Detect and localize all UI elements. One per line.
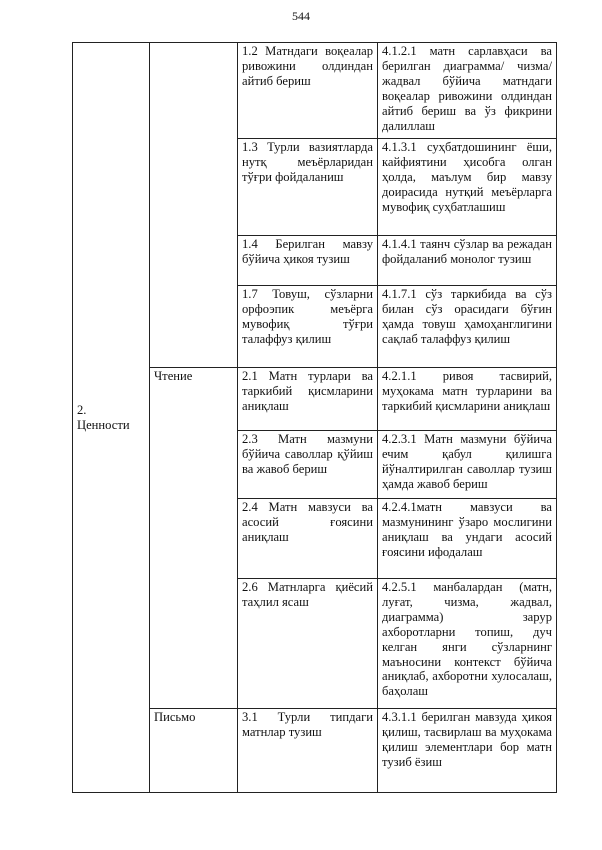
indicator-cell: 4.3.1.1 берилган мавзуда ҳикоя қилиш, тасвирлаш ва муҳокама қилиш элементлари бор матн тузиб ёзиш	[378, 709, 557, 793]
skill-cell: 2.4 Матн мавзуси ва асосий ғоясини аниқлаш	[238, 499, 378, 579]
indicator-cell: 4.2.1.1 ривоя тасвирий, муҳокама матн турларини ва таркибий қисмларини аниқлаш	[378, 368, 557, 431]
section-number: 2.	[77, 403, 87, 418]
indicator-cell: 4.2.3.1 Матн мазмуни бўйича ечим қабул қилишга йўналтирилган саволлар тузиш ҳамда жавоб бериш	[378, 431, 557, 499]
skill-cell: 2.6 Матнларга қиёсий таҳлил ясаш	[238, 579, 378, 709]
skill-cell: 3.1 Турли типдаги матнлар тузиш	[238, 709, 378, 793]
indicator-cell: 4.1.2.1 матн сарлавҳаси ва берилган диаграмма/ чизма/ жадвал бўйича матндаги воқеалар ривожини олдиндан айтиб бериш ва ўз фикрини далиллаш	[378, 43, 557, 139]
section-cell	[73, 43, 150, 793]
indicator-cell: 4.1.4.1 таянч сўзлар ва режадан фойдаланиб монолог тузиш	[378, 236, 557, 286]
section-label: Ценности	[77, 418, 130, 432]
skill-cell: 2.3 Матн мазмуни бўйича саволлар қўйиш ва жавоб бериш	[238, 431, 378, 499]
indicator-cell: 4.1.3.1 суҳбатдошининг ёши, кайфиятини ҳисобга олган ҳолда, маълум бир мавзу доирасида нутқий меъёрларга мувофиқ суҳбатлашиш	[378, 139, 557, 236]
indicator-cell: 4.2.4.1матн мавзуси ва мазмунининг ўзаро мослигини аниқлаш ва ундаги асосий ғоясини ифодалаш	[378, 499, 557, 579]
table-row	[73, 43, 557, 139]
group-cell: Письмо	[150, 709, 238, 793]
page-number: 544	[292, 9, 310, 23]
skill-cell: 1.4 Берилган мавзу бўйича ҳикоя тузиш	[238, 236, 378, 286]
indicator-cell: 4.2.5.1 манбалардан (матн, луғат, чизма, жадвал, диаграмма) зарур ахборотларни топиш, дуч келган янги сўзларнинг маъносини контекст бўйича аниқлаб, ахборотни хулосалаш, баҳолаш	[378, 579, 557, 709]
skill-cell: 1.7 Товуш, сўзларни орфоэпик меъёрга мувофиқ тўғри талаффуз қилиш	[238, 286, 378, 368]
skill-cell: 1.3 Турли вазиятларда нутқ меъёрларидан тўғри фойдаланиш	[238, 139, 378, 236]
skill-cell: 1.2 Матндаги воқеалар ривожини олдиндан айтиб бериш	[238, 43, 378, 139]
curriculum-table	[72, 42, 557, 793]
group-cell	[150, 43, 238, 368]
skill-cell: 2.1 Матн турлари ва таркибий қисмларини аниқлаш	[238, 368, 378, 431]
group-cell: Чтение	[150, 368, 238, 709]
indicator-cell: 4.1.7.1 сўз таркибида ва сўз билан сўз орасидаги бўғин ҳамда товуш ҳамоҳанглигини сақлаб талаффуз қилиш	[378, 286, 557, 368]
